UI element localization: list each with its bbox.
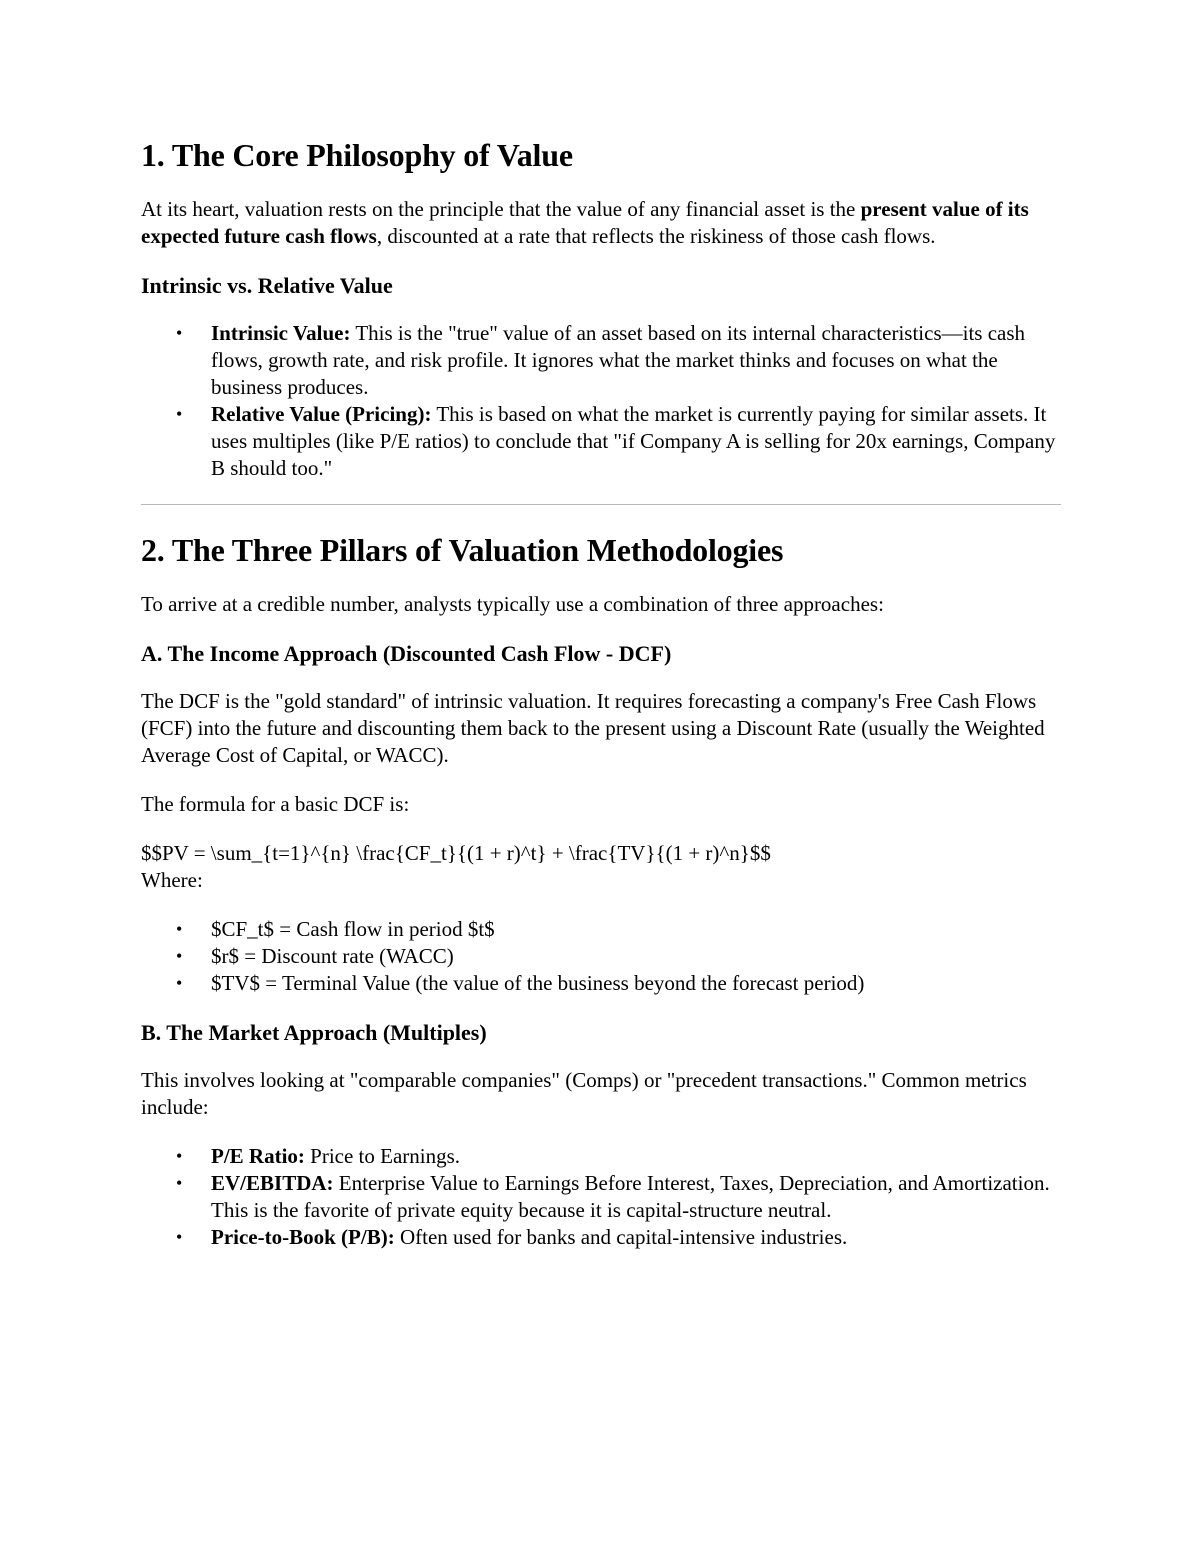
bullet-icon: • (176, 973, 183, 993)
bullet-icon: • (176, 404, 183, 424)
income-approach-heading: A. The Income Approach (Discounted Cash Flow - DCF) (141, 641, 672, 666)
list-item-term: Intrinsic Value: (211, 321, 351, 345)
section1-intro-text-a: At its heart, valuation rests on the principle that the value of any financial asset is the (141, 197, 861, 221)
formula-intro: The formula for a basic DCF is: (141, 792, 410, 816)
list-item-term: Relative Value (Pricing): (211, 402, 432, 426)
income-approach-paragraph: The DCF is the "gold standard" of intrinsic valuation. It requires forecasting a company's Free Cash Flows (FCF) into the future and discounting them back to the present using a Discount Rate (usually the Weighted Average Cost of Capital, or WACC). (141, 689, 1045, 767)
section2-intro: To arrive at a credible number, analysts typically use a combination of three approaches: (141, 592, 884, 616)
section1-intro-text-b: , discounted at a rate that reflects the riskiness of those cash flows. (376, 224, 936, 248)
market-approach-paragraph: This involves looking at "comparable companies" (Comps) or "precedent transactions." Common metrics include: (141, 1068, 1027, 1119)
formula-where-label: Where: (141, 868, 203, 892)
list-item (176, 970, 1061, 997)
dcf-formula-block (141, 840, 1061, 894)
list-item (176, 916, 1061, 943)
list-item-ev-ebitda (176, 1170, 1061, 1224)
list-item-pe-ratio (176, 1143, 1061, 1170)
list-item-text: This is based on what the market is currently paying for similar assets. It uses multiples (like P/E ratios) to conclude that "if Company A is selling for 20x earnings, Company B should too." (211, 402, 1056, 480)
section1-intro (141, 196, 1061, 250)
list-item-text: Price to Earnings. (304, 1144, 461, 1168)
section1-title: 1. The Core Philosophy of Value (141, 137, 573, 173)
bullet-icon: • (176, 323, 183, 343)
list-item-term: P/E Ratio: (211, 1144, 305, 1168)
metrics-list (141, 1143, 1061, 1251)
list-item-term: EV/EBITDA: (211, 1171, 334, 1195)
bullet-icon: • (176, 1173, 183, 1193)
bullet-icon: • (176, 919, 183, 939)
list-item-term: Price-to-Book (P/B): (211, 1225, 395, 1249)
value-types-list (141, 320, 1061, 482)
list-item-price-to-book (176, 1224, 1061, 1251)
list-item-text: This is the "true" value of an asset based on its internal characteristics—its cash flows, growth rate, and risk profile. It ignores what the market thinks and focuses on what the business produces. (211, 321, 1026, 399)
list-item-text: Enterprise Value to Earnings Before Interest, Taxes, Depreciation, and Amortization. This is the favorite of private equity because it is capital-structure neutral. (211, 1171, 1050, 1222)
section1-intro-bold: present value of its expected future cash flows (141, 197, 1029, 248)
bullet-icon: • (176, 1227, 183, 1247)
list-item-relative-value (176, 401, 1061, 482)
list-item-text: Often used for banks and capital-intensive industries. (394, 1225, 848, 1249)
bullet-icon: • (176, 1146, 183, 1166)
list-item-intrinsic-value (176, 320, 1061, 401)
dcf-formula: $$PV = \sum_{t=1}^{n} \frac{CF_t}{(1 + r)^t} + \frac{TV}{(1 + r)^n}$$ (141, 841, 771, 865)
list-item-text: $TV$ = Terminal Value (the value of the business beyond the forecast period) (211, 971, 865, 995)
formula-variables-list (141, 916, 1061, 997)
section1-subheading: Intrinsic vs. Relative Value (141, 273, 393, 298)
bullet-icon: • (176, 946, 183, 966)
list-item (176, 943, 1061, 970)
section2-title: 2. The Three Pillars of Valuation Methodologies (141, 532, 784, 568)
document-content (141, 136, 1061, 1273)
list-item-text: $CF_t$ = Cash flow in period $t$ (211, 917, 495, 941)
market-approach-heading: B. The Market Approach (Multiples) (141, 1020, 487, 1045)
list-item-text: $r$ = Discount rate (WACC) (211, 944, 454, 968)
section-divider (141, 504, 1061, 505)
